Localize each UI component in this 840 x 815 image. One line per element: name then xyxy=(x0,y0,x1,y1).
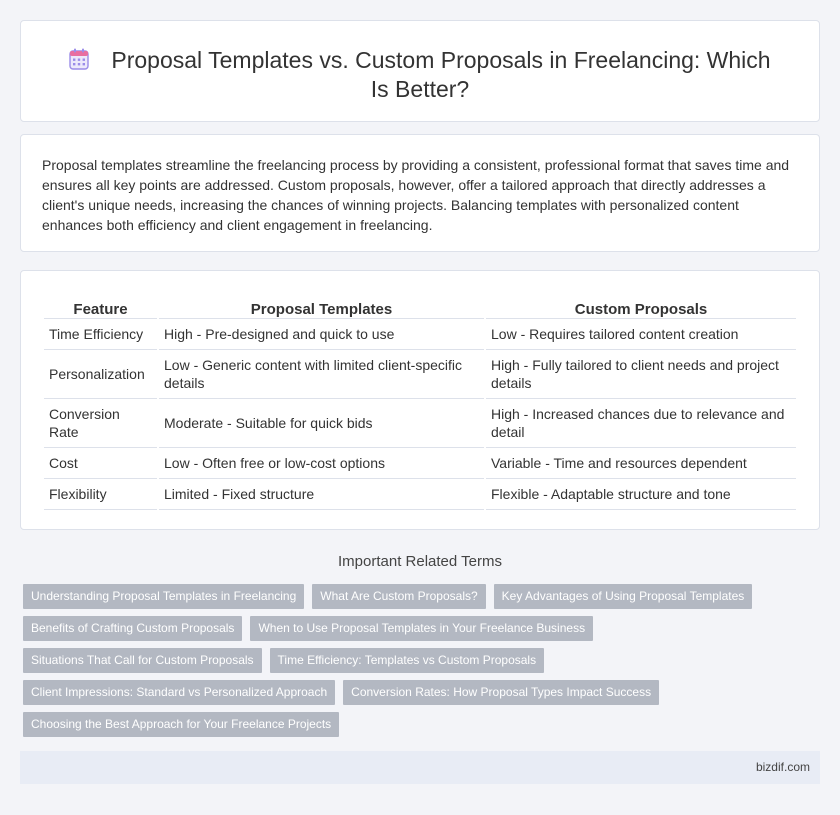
intro-card xyxy=(20,134,820,252)
calendar-grid-icon xyxy=(69,48,89,70)
table-row xyxy=(44,350,796,399)
custom-cell: Flexible - Adaptable structure and tone xyxy=(486,479,796,510)
custom-cell: High - Increased chances due to relevance and detail xyxy=(486,399,796,448)
page-title-text: Proposal Templates vs. Custom Proposals in Freelancing: Which Is Better? xyxy=(111,47,771,102)
table-row xyxy=(44,479,796,510)
column-header-proposal-templates: Proposal Templates xyxy=(159,295,484,319)
custom-cell: Variable - Time and resources dependent xyxy=(486,448,796,479)
custom-cell: High - Fully tailored to client needs and project details xyxy=(486,350,796,399)
feature-cell: Flexibility xyxy=(44,479,157,510)
related-term-tag[interactable]: Situations That Call for Custom Proposals xyxy=(23,648,262,673)
related-term-tag[interactable]: Understanding Proposal Templates in Freelancing xyxy=(23,584,304,609)
templates-cell: High - Pre-designed and quick to use xyxy=(159,319,484,350)
table-row xyxy=(44,319,796,350)
intro-paragraph: Proposal templates streamline the freelancing process by providing a consistent, professional format that saves time and ensures all key points are addressed. Custom proposals, however, offer a tailored approach that directly addresses a client's unique needs, increasing the chances of winning projects. Balancing templates with personalized content enhances both efficiency and client engagement in freelancing. xyxy=(42,157,790,233)
related-term-tag[interactable]: Benefits of Crafting Custom Proposals xyxy=(23,616,242,641)
related-term-tag[interactable]: Key Advantages of Using Proposal Templates xyxy=(494,584,753,609)
related-term-tag[interactable]: Time Efficiency: Templates vs Custom Proposals xyxy=(270,648,545,673)
column-header-feature: Feature xyxy=(44,295,157,319)
table-row xyxy=(44,448,796,479)
related-terms-tags xyxy=(23,584,783,744)
templates-cell: Low - Generic content with limited client-specific details xyxy=(159,350,484,399)
table-row xyxy=(44,399,796,448)
templates-cell: Moderate - Suitable for quick bids xyxy=(159,399,484,448)
related-term-tag[interactable]: What Are Custom Proposals? xyxy=(312,584,485,609)
custom-cell: Low - Requires tailored content creation xyxy=(486,319,796,350)
related-term-tag[interactable]: When to Use Proposal Templates in Your Freelance Business xyxy=(250,616,593,641)
comparison-table xyxy=(42,295,798,510)
templates-cell: Limited - Fixed structure xyxy=(159,479,484,510)
header-card xyxy=(20,20,820,122)
page-title xyxy=(21,46,819,104)
feature-cell: Conversion Rate xyxy=(44,399,157,448)
related-term-tag[interactable]: Client Impressions: Standard vs Personalized Approach xyxy=(23,680,335,705)
feature-cell: Cost xyxy=(44,448,157,479)
footer-brand[interactable]: bizdif.com xyxy=(755,760,810,774)
feature-cell: Personalization xyxy=(44,350,157,399)
footer xyxy=(20,751,820,784)
table-header-row xyxy=(44,295,796,319)
feature-cell: Time Efficiency xyxy=(44,319,157,350)
comparison-table-card xyxy=(20,270,820,530)
templates-cell: Low - Often free or low-cost options xyxy=(159,448,484,479)
column-header-custom-proposals: Custom Proposals xyxy=(486,295,796,319)
related-term-tag[interactable]: Choosing the Best Approach for Your Freelance Projects xyxy=(23,712,339,737)
related-terms-title: Important Related Terms xyxy=(338,553,502,570)
related-term-tag[interactable]: Conversion Rates: How Proposal Types Impact Success xyxy=(343,680,659,705)
